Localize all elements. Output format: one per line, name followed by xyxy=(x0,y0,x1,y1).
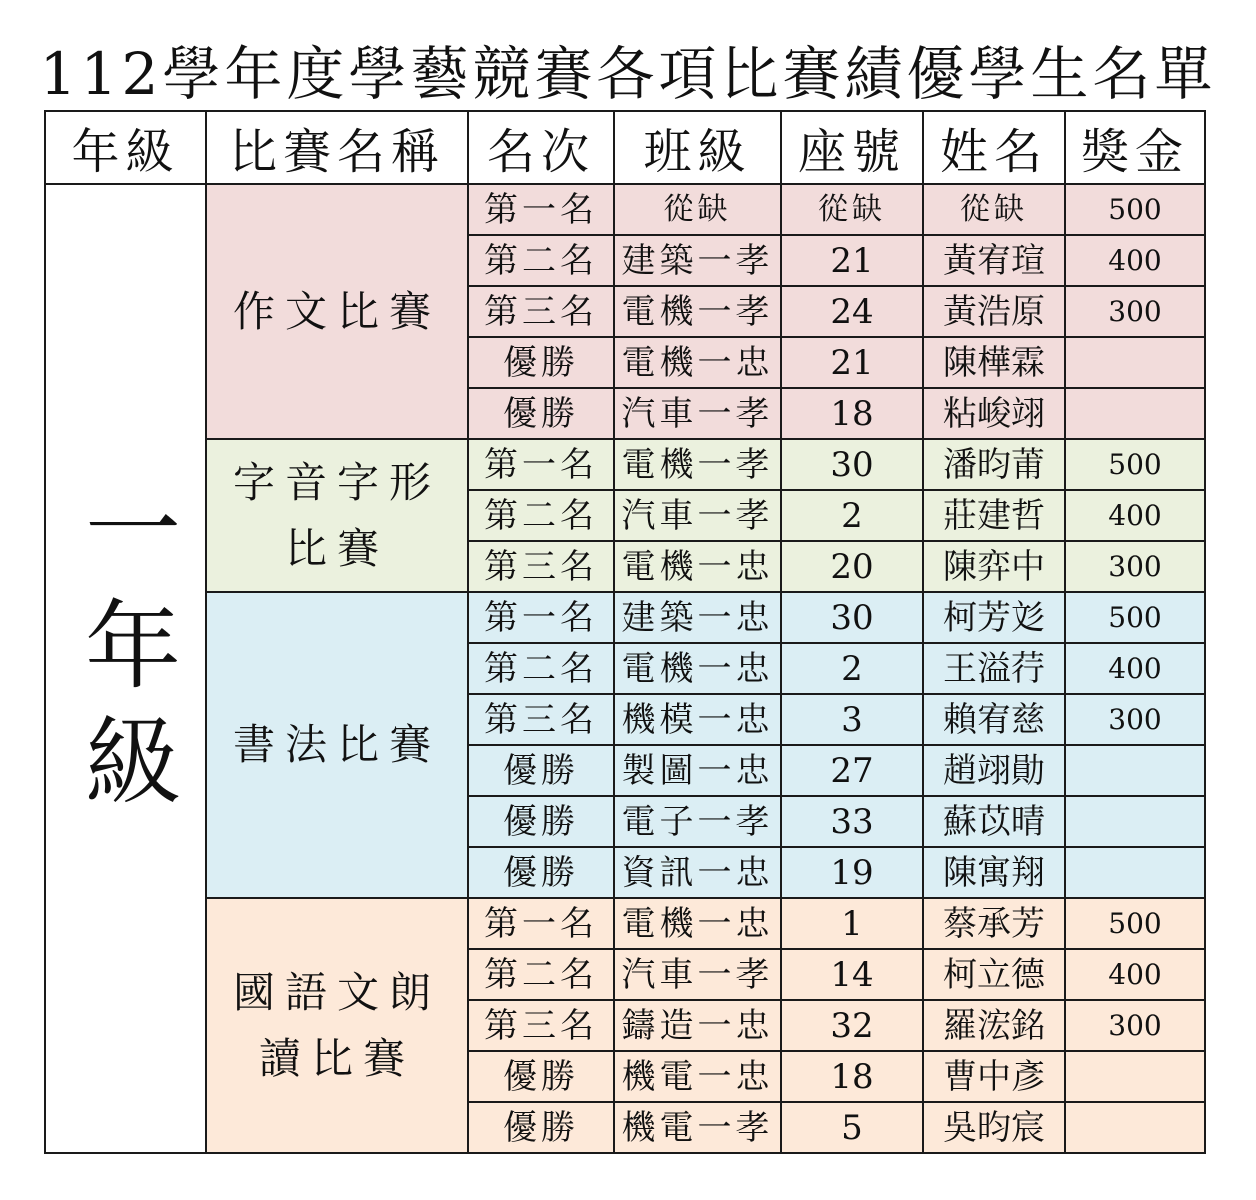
prize-cell xyxy=(1065,1102,1205,1153)
student-name-cell: 賴宥慈 xyxy=(923,694,1065,745)
student-name-cell: 黃浩原 xyxy=(923,286,1065,337)
table-row xyxy=(45,898,1205,949)
rank-cell: 優勝 xyxy=(468,1102,614,1153)
grade-label: 一年級 xyxy=(69,478,182,827)
student-name-cell: 吳昀宸 xyxy=(923,1102,1065,1153)
student-name-cell: 曹中彥 xyxy=(923,1051,1065,1102)
header-row xyxy=(45,111,1205,184)
student-name-cell: 柯立德 xyxy=(923,949,1065,1000)
student-name-cell: 王溢荇 xyxy=(923,643,1065,694)
class-cell: 汽車一孝 xyxy=(614,949,781,1000)
rank-cell: 第二名 xyxy=(468,235,614,286)
header-grade: 年級 xyxy=(45,111,206,184)
class-cell: 電機一孝 xyxy=(614,439,781,490)
seat-cell: 5 xyxy=(781,1102,923,1153)
results-table xyxy=(44,110,1206,1154)
student-name-cell: 黃宥瑄 xyxy=(923,235,1065,286)
prize-cell: 500 xyxy=(1065,592,1205,643)
header-class: 班級 xyxy=(614,111,781,184)
prize-cell xyxy=(1065,1051,1205,1102)
prize-cell xyxy=(1065,745,1205,796)
seat-cell: 18 xyxy=(781,388,923,439)
class-cell: 機電一孝 xyxy=(614,1102,781,1153)
rank-cell: 第一名 xyxy=(468,898,614,949)
class-cell: 汽車一孝 xyxy=(614,388,781,439)
class-cell: 電機一忠 xyxy=(614,337,781,388)
class-cell: 汽車一孝 xyxy=(614,490,781,541)
seat-cell: 24 xyxy=(781,286,923,337)
event-name-line: 書法比賽 xyxy=(232,720,441,769)
seat-cell: 33 xyxy=(781,796,923,847)
seat-cell: 21 xyxy=(781,337,923,388)
student-name-cell: 從缺 xyxy=(923,184,1065,235)
student-name-cell: 趙翊勛 xyxy=(923,745,1065,796)
prize-cell xyxy=(1065,388,1205,439)
event-name-cell xyxy=(206,439,468,592)
student-name-cell: 柯芳彣 xyxy=(923,592,1065,643)
rank-cell: 第一名 xyxy=(468,439,614,490)
rank-cell: 第三名 xyxy=(468,286,614,337)
rank-cell: 第三名 xyxy=(468,1000,614,1051)
header-prize: 獎金 xyxy=(1065,111,1205,184)
event-name-line: 作文比賽 xyxy=(232,286,441,336)
student-name-cell: 蘇苡晴 xyxy=(923,796,1065,847)
prize-cell: 500 xyxy=(1065,439,1205,490)
rank-cell: 第三名 xyxy=(468,541,614,592)
prize-cell: 300 xyxy=(1065,694,1205,745)
class-cell: 機電一忠 xyxy=(614,1051,781,1102)
prize-cell: 400 xyxy=(1065,643,1205,694)
rank-cell: 優勝 xyxy=(468,796,614,847)
rank-cell: 第二名 xyxy=(468,643,614,694)
prize-cell xyxy=(1065,796,1205,847)
class-cell: 電機一忠 xyxy=(614,541,781,592)
rank-cell: 第二名 xyxy=(468,490,614,541)
event-name-cell xyxy=(206,184,468,439)
prize-cell: 300 xyxy=(1065,286,1205,337)
header-rank: 名次 xyxy=(468,111,614,184)
rank-cell: 第一名 xyxy=(468,592,614,643)
seat-cell: 19 xyxy=(781,847,923,898)
table-body xyxy=(45,184,1205,1153)
prize-cell: 300 xyxy=(1065,1000,1205,1051)
table-row xyxy=(45,184,1205,235)
rank-cell: 優勝 xyxy=(468,388,614,439)
seat-cell: 2 xyxy=(781,643,923,694)
prize-cell: 500 xyxy=(1065,898,1205,949)
table-header xyxy=(45,111,1205,184)
student-name-cell: 粘峻翊 xyxy=(923,388,1065,439)
prize-cell: 500 xyxy=(1065,184,1205,235)
class-cell: 電機一孝 xyxy=(614,286,781,337)
class-cell: 鑄造一忠 xyxy=(614,1000,781,1051)
seat-cell: 1 xyxy=(781,898,923,949)
class-cell: 資訊一忠 xyxy=(614,847,781,898)
seat-cell: 14 xyxy=(781,949,923,1000)
prize-cell: 400 xyxy=(1065,490,1205,541)
header-seat: 座號 xyxy=(781,111,923,184)
rank-cell: 優勝 xyxy=(468,337,614,388)
student-name-cell: 蔡承芳 xyxy=(923,898,1065,949)
rank-cell: 優勝 xyxy=(468,1051,614,1102)
header-event: 比賽名稱 xyxy=(206,111,468,184)
seat-cell: 3 xyxy=(781,694,923,745)
prize-cell: 400 xyxy=(1065,235,1205,286)
rank-cell: 第二名 xyxy=(468,949,614,1000)
rank-cell: 第一名 xyxy=(468,184,614,235)
prize-cell: 400 xyxy=(1065,949,1205,1000)
student-name-cell: 莊建哲 xyxy=(923,490,1065,541)
seat-cell: 從缺 xyxy=(781,184,923,235)
rank-cell: 優勝 xyxy=(468,847,614,898)
seat-cell: 18 xyxy=(781,1051,923,1102)
table-row xyxy=(45,592,1205,643)
event-name-line: 國語文朗 xyxy=(232,967,441,1017)
grade-cell xyxy=(45,184,206,1153)
seat-cell: 27 xyxy=(781,745,923,796)
event-name-line: 比賽 xyxy=(284,523,389,573)
seat-cell: 20 xyxy=(781,541,923,592)
event-name-line: 讀比賽 xyxy=(258,1033,415,1083)
seat-cell: 21 xyxy=(781,235,923,286)
rank-cell: 第三名 xyxy=(468,694,614,745)
header-name: 姓名 xyxy=(923,111,1065,184)
student-name-cell: 潘昀莆 xyxy=(923,439,1065,490)
class-cell: 從缺 xyxy=(614,184,781,235)
seat-cell: 32 xyxy=(781,1000,923,1051)
event-name-cell xyxy=(206,898,468,1153)
seat-cell: 2 xyxy=(781,490,923,541)
student-name-cell: 羅浤銘 xyxy=(923,1000,1065,1051)
prize-cell: 300 xyxy=(1065,541,1205,592)
student-name-cell: 陳樺霖 xyxy=(923,337,1065,388)
prize-cell xyxy=(1065,847,1205,898)
table-row xyxy=(45,439,1205,490)
seat-cell: 30 xyxy=(781,592,923,643)
seat-cell: 30 xyxy=(781,439,923,490)
class-cell: 機模一忠 xyxy=(614,694,781,745)
prize-cell xyxy=(1065,337,1205,388)
class-cell: 電子一孝 xyxy=(614,796,781,847)
event-name-line: 字音字形 xyxy=(232,457,441,507)
class-cell: 製圖一忠 xyxy=(614,745,781,796)
page-title: 112學年度學藝競賽各項比賽績優學生名單 xyxy=(39,40,1217,108)
class-cell: 電機一忠 xyxy=(614,643,781,694)
student-name-cell: 陳弈中 xyxy=(923,541,1065,592)
class-cell: 建築一忠 xyxy=(614,592,781,643)
rank-cell: 優勝 xyxy=(468,745,614,796)
student-name-cell: 陳寓翔 xyxy=(923,847,1065,898)
class-cell: 建築一孝 xyxy=(614,235,781,286)
event-name-cell xyxy=(206,592,468,898)
class-cell: 電機一忠 xyxy=(614,898,781,949)
